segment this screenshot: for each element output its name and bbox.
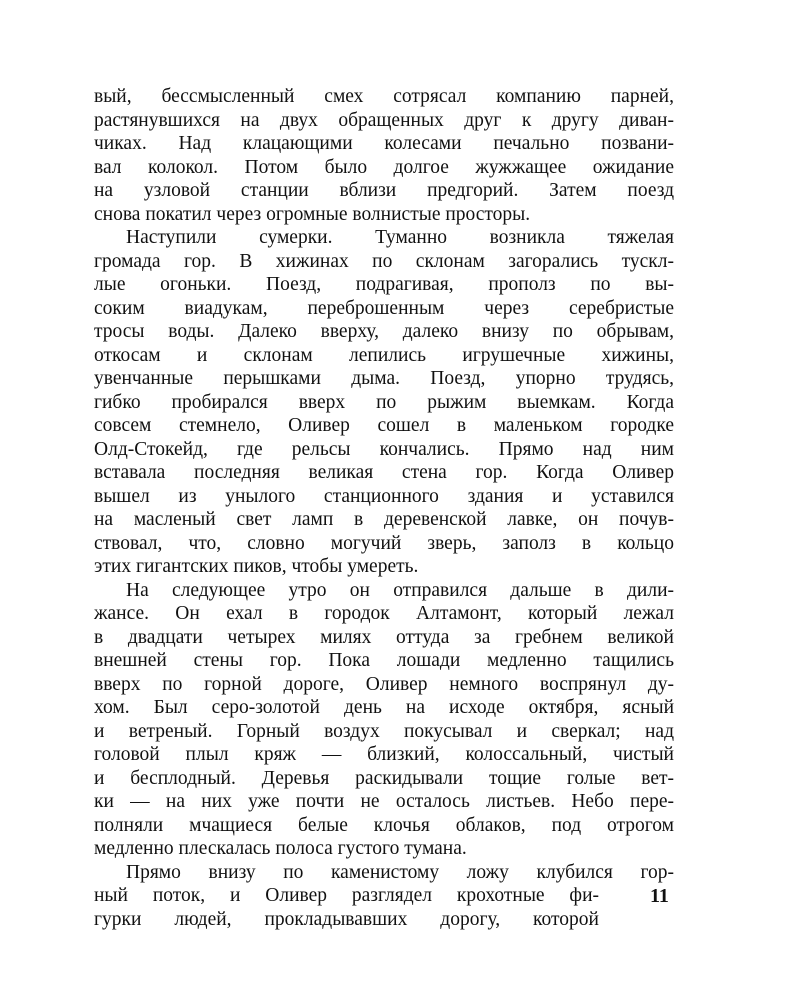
text-line: и бесплодный. Деревья раскидывали тощие голые вет- bbox=[94, 767, 674, 789]
text-line: растянувшихся на двух обращенных друг к другу диван- bbox=[94, 109, 674, 131]
text-line: На следующее утро он отправился дальше в дили- bbox=[126, 579, 674, 601]
text-line: внешней стены гор. Пока лошади медленно тащились bbox=[94, 650, 674, 671]
text-line: и ветреный. Горный воздух покусывал и сверкал; над bbox=[94, 720, 674, 742]
book-page bbox=[94, 85, 674, 931]
text-line: на узловой станции вблизи предгорий. Затем поезд bbox=[94, 180, 674, 201]
text-line: Прямо внизу по каменистому ложу клубился гор- bbox=[126, 861, 674, 883]
text-line: головой плыл кряж — близкий, колоссальный, чистый bbox=[94, 744, 674, 765]
text-line: ки — на них уже почти не осталось листьев. Небо пере- bbox=[94, 791, 674, 812]
text-line: чиках. Над клацающими колесами печально позвани- bbox=[94, 133, 674, 154]
paragraph-3 bbox=[94, 579, 674, 861]
paragraph-1 bbox=[94, 85, 674, 226]
text-line: вставала последняя великая стена гор. Когда Оливер bbox=[94, 462, 674, 483]
text-line: откосам и склонам лепились игрушечные хижины, bbox=[94, 344, 674, 366]
text-line: снова покатил через огромные волнистые просторы. bbox=[94, 203, 531, 225]
text-line: хом. Был серо-золотой день на исходе октября, ясный bbox=[94, 697, 674, 718]
paragraph-4 bbox=[94, 861, 674, 932]
text-line: совсем стемнело, Оливер сошел в маленьком городке bbox=[94, 415, 674, 436]
text-line: медленно плескалась полоса густого тумана. bbox=[94, 838, 467, 859]
text-line: увенчанные перышками дыма. Поезд, упорно трудясь, bbox=[94, 368, 674, 389]
text-line: Олд-Стокейд, где рельсы кончались. Прямо над ним bbox=[94, 438, 674, 460]
text-line: в двадцати четырех милях оттуда за гребнем великой bbox=[94, 626, 674, 648]
text-line: громада гор. В хижинах по склонам загорались тускл- bbox=[94, 250, 674, 272]
text-line: вверх по горной дороге, Оливер немного воспрянул ду- bbox=[94, 673, 674, 695]
paragraph-2 bbox=[94, 226, 674, 579]
text-line: вый, бессмысленный смех сотрясал компанию парней, bbox=[94, 86, 674, 107]
text-line: на масленый свет ламп в деревенской лавке, он почув- bbox=[94, 509, 674, 530]
text-line: этих гигантских пиков, чтобы умереть. bbox=[94, 556, 419, 577]
text-line: полняли мчащиеся белые клочья облаков, под отрогом bbox=[94, 814, 674, 836]
text-line: жансе. Он ехал в городок Алтамонт, который лежал bbox=[94, 603, 674, 624]
text-line: ный поток, и Оливер разглядел крохотные фи- bbox=[94, 885, 599, 906]
page-number: 11 bbox=[650, 885, 669, 907]
text-line: соким виадукам, переброшенным через серебристые bbox=[94, 297, 674, 319]
text-line: гурки людей, прокладывавших дорогу, которой bbox=[94, 908, 599, 930]
text-line: ствовал, что, словно могучий зверь, заполз в кольцо bbox=[94, 532, 674, 554]
text-line: гибко пробирался вверх по рыжим выемкам. Когда bbox=[94, 391, 674, 413]
text-line: лые огоньки. Поезд, подрагивая, прополз по вы- bbox=[94, 274, 674, 295]
text-line: тросы воды. Далеко вверху, далеко внизу по обрывам, bbox=[94, 321, 674, 342]
text-line: Наступили сумерки. Туманно возникла тяжелая bbox=[126, 227, 674, 248]
text-line: вал колокол. Потом было долгое жужжащее ожидание bbox=[94, 156, 674, 178]
text-line: вышел из унылого станционного здания и уставился bbox=[94, 485, 674, 507]
